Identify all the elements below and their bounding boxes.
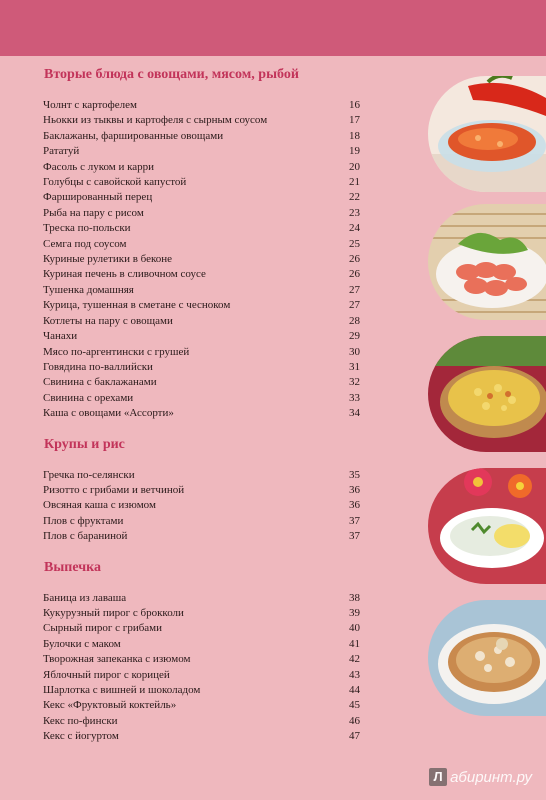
page-number: 29 — [349, 330, 360, 343]
page-number: 28 — [349, 314, 360, 327]
toc-entry — [41, 591, 371, 606]
page-number: 27 — [349, 299, 360, 312]
page-number: 27 — [349, 283, 360, 296]
toc-entry — [41, 314, 371, 329]
recipe-name: Рыба на пару с рисом — [43, 206, 144, 219]
recipe-name: Чолнт с картофелем — [43, 99, 137, 111]
recipe-name: Баница из лаваша — [43, 591, 127, 604]
toc-entry — [41, 498, 371, 513]
page-number: 16 — [349, 99, 360, 111]
page-number: 35 — [349, 468, 360, 481]
recipe-name: Тушенка домашняя — [43, 283, 134, 296]
toc-entry — [41, 483, 371, 498]
toc-entry — [41, 237, 371, 252]
toc-entry — [41, 206, 371, 221]
toc-entry — [41, 298, 371, 313]
page-number: 34 — [349, 407, 360, 420]
recipe-name: Творожная запеканка с изюмом — [43, 653, 191, 666]
section-title: Выпечка — [44, 559, 101, 575]
page-number: 25 — [349, 237, 360, 250]
toc-entry — [41, 329, 371, 344]
page-number: 47 — [349, 730, 360, 743]
page-number: 31 — [349, 360, 360, 373]
recipe-name: Куриные рулетики в беконе — [43, 253, 173, 266]
recipe-name: Кукурузный пирог с брокколи — [43, 606, 184, 619]
recipe-name: Каша с овощами «Ассорти» — [43, 407, 174, 420]
page-number: 17 — [349, 114, 360, 127]
page-number: 33 — [349, 391, 360, 404]
toc-entry — [41, 637, 371, 652]
page-number: 24 — [349, 222, 360, 235]
photo-shrimp-plate — [428, 204, 546, 320]
page-number: 36 — [349, 499, 360, 512]
recipe-name: Курица, тушенная в сметане с чесноком — [43, 299, 231, 312]
page-number: 20 — [349, 160, 360, 173]
toc-entry — [41, 113, 371, 128]
photo-pie-plate — [428, 600, 546, 716]
toc-entry — [41, 129, 371, 144]
toc-entry — [41, 144, 371, 159]
toc-section — [41, 66, 371, 422]
page-number: 26 — [349, 268, 360, 281]
recipe-name: Говядина по-валлийски — [43, 360, 153, 373]
photo-oatmeal-plate — [428, 468, 546, 584]
page-number: 19 — [349, 145, 360, 158]
photo-salsa-dish — [428, 76, 546, 192]
recipe-name: Кекс с йогуртом — [43, 730, 119, 743]
page-number: 45 — [349, 699, 360, 712]
toc-entry — [41, 668, 371, 683]
toc-entry — [41, 621, 371, 636]
section-title: Крупы и рис — [44, 436, 125, 452]
recipe-name: Куриная печень в сливочном соусе — [43, 268, 206, 281]
recipe-name: Мясо по-аргентински с грушей — [43, 345, 190, 358]
recipe-name: Яблочный пирог с корицей — [43, 668, 170, 681]
recipe-name: Фаршированный перец — [43, 191, 153, 204]
top-color-band — [0, 0, 546, 56]
toc-entry — [41, 267, 371, 282]
recipe-name: Чанахи — [43, 330, 78, 343]
toc-section — [41, 436, 371, 545]
toc-entry — [41, 468, 371, 483]
toc-entry — [41, 606, 371, 621]
page-number: 37 — [349, 530, 360, 543]
toc-entry — [41, 698, 371, 713]
watermark-badge: Л — [429, 768, 447, 786]
toc-entry — [41, 190, 371, 205]
watermark-labirint — [429, 768, 532, 786]
recipe-name: Баклажаны, фаршированные овощами — [43, 129, 224, 142]
recipe-name: Свинина с баклажанами — [43, 376, 157, 389]
page-number: 21 — [349, 176, 360, 189]
page-number: 36 — [349, 483, 360, 496]
recipe-name: Ризотто с грибами и ветчиной — [43, 483, 185, 496]
toc-entry — [41, 98, 371, 113]
recipe-name: Свинина с орехами — [43, 391, 134, 404]
photo-pilaf-plate — [428, 336, 546, 452]
page-number: 46 — [349, 714, 360, 727]
recipe-name: Плов с фруктами — [43, 514, 124, 527]
recipe-name: Семга под соусом — [43, 237, 127, 250]
toc-entry — [41, 175, 371, 190]
recipe-name: Булочки с маком — [43, 637, 121, 650]
recipe-name: Фасоль с луком и карри — [43, 160, 155, 173]
page-number: 26 — [349, 253, 360, 266]
page-number: 38 — [349, 591, 360, 604]
page-number: 23 — [349, 206, 360, 219]
section-title: Вторые блюда с овощами, мясом, рыбой — [44, 67, 299, 82]
page-number: 44 — [349, 684, 360, 696]
recipe-name: Плов с бараниной — [43, 530, 128, 543]
toc-entry — [41, 406, 371, 421]
recipe-name: Треска по-польски — [43, 222, 131, 235]
watermark-text: абиринт.ру — [450, 768, 532, 786]
recipe-name: Гречка по-селянски — [43, 468, 135, 481]
toc-entry — [41, 345, 371, 360]
table-of-contents — [41, 66, 371, 759]
recipe-name: Голубцы с савойской капустой — [43, 176, 187, 189]
toc-entry — [41, 160, 371, 175]
page-number: 43 — [349, 668, 360, 681]
toc-entry — [41, 514, 371, 529]
recipe-name: Шарлотка с вишней и шоколадом — [43, 684, 201, 696]
recipe-name: Овсяная каша с изюмом — [43, 499, 156, 512]
recipe-name: Котлеты на пару с овощами — [43, 314, 173, 327]
recipe-name: Рататуй — [43, 145, 80, 158]
page-number: 32 — [349, 376, 360, 389]
toc-entry — [41, 683, 371, 698]
toc-entry — [41, 283, 371, 298]
page-number: 37 — [349, 514, 360, 527]
toc-section — [41, 559, 371, 745]
page-number: 18 — [349, 129, 360, 142]
toc-entry — [41, 375, 371, 390]
toc-entry — [41, 652, 371, 667]
recipe-name: Ньокки из тыквы и картофеля с сырным соусом — [43, 114, 268, 127]
toc-entry — [41, 391, 371, 406]
toc-entry — [41, 221, 371, 236]
page-number: 42 — [349, 653, 360, 666]
page-number: 40 — [349, 622, 360, 635]
recipe-name: Кекс по-фински — [43, 714, 118, 727]
recipe-name: Кекс «Фруктовый коктейль» — [43, 699, 177, 712]
toc-entry — [41, 252, 371, 267]
page-number: 30 — [349, 345, 360, 358]
recipe-name: Сырный пирог с грибами — [43, 622, 163, 635]
toc-entry — [41, 360, 371, 375]
food-photo-column — [426, 72, 546, 732]
toc-entry — [41, 529, 371, 544]
page-number: 39 — [349, 606, 360, 619]
toc-entry — [41, 729, 371, 744]
page-number: 41 — [349, 637, 360, 650]
toc-entry — [41, 714, 371, 729]
page-number: 22 — [349, 191, 360, 204]
